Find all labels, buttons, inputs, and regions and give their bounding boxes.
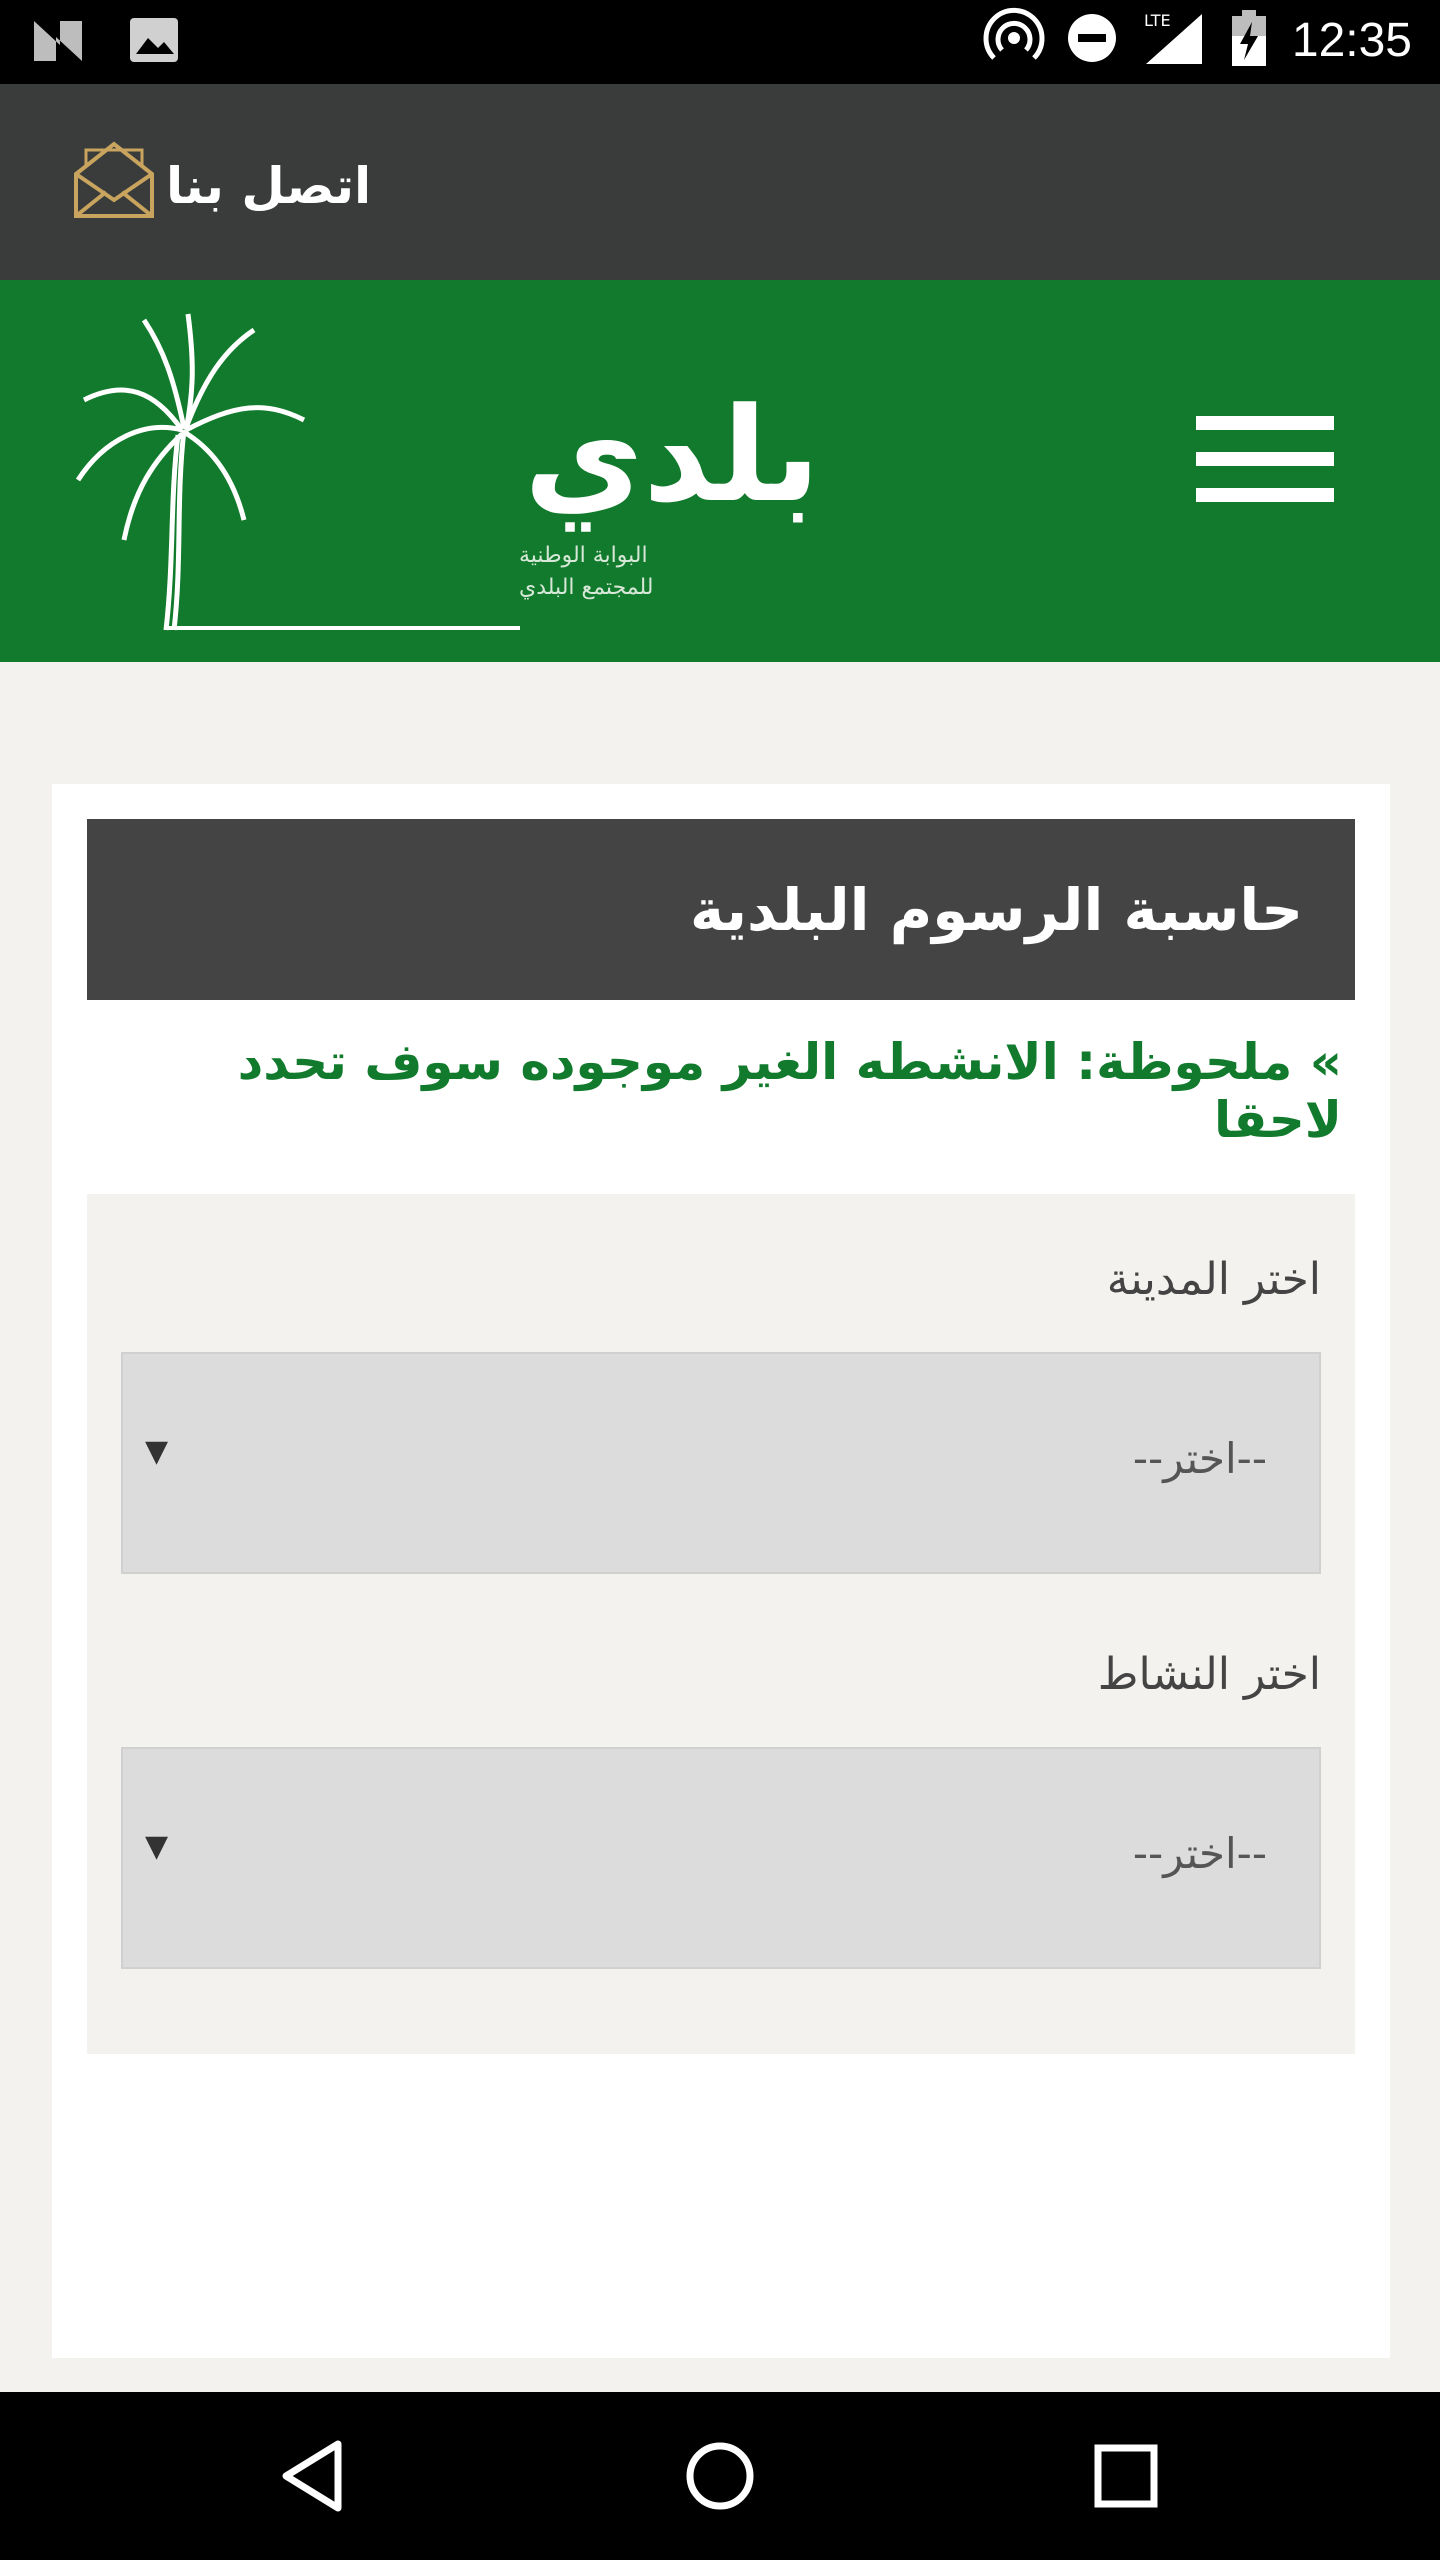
contact-label: اتصل بنا: [166, 157, 372, 215]
dropdown-arrow-icon: ▼: [145, 1829, 169, 1864]
hamburger-menu-icon[interactable]: [1192, 416, 1338, 516]
envelope-icon: [72, 140, 156, 232]
city-label: اختر المدينة: [1106, 1254, 1321, 1305]
home-icon[interactable]: [680, 2436, 760, 2516]
do-not-disturb-icon: [1066, 12, 1118, 68]
baladi-logo[interactable]: [64, 310, 821, 640]
dropdown-arrow-icon: ▼: [145, 1434, 169, 1469]
note-text: » ملحوظة: الانشطه الغير موجوده سوف تحدد لاحقا: [237, 1033, 1342, 1149]
fee-calculator-card: [52, 784, 1390, 2358]
activity-select[interactable]: [121, 1747, 1321, 1969]
recents-icon[interactable]: [1086, 2436, 1166, 2516]
image-icon: [128, 16, 180, 68]
activity-label: اختر النشاط: [1097, 1649, 1321, 1700]
status-bar: [0, 0, 1440, 84]
contact-us-link[interactable]: [72, 140, 371, 232]
battery-charging-icon: [1232, 10, 1266, 70]
signal-icon: [1144, 10, 1206, 70]
network-type-label: LTE: [1143, 11, 1171, 30]
status-time: 12:35: [1291, 13, 1412, 67]
navigation-bar: [0, 2392, 1440, 2560]
back-icon[interactable]: [276, 2436, 356, 2516]
n-logo-icon: [30, 17, 86, 67]
city-select-value: --اختر--: [1132, 1434, 1267, 1483]
palm-tree-icon: [78, 314, 304, 630]
page-title: حاسبة الرسوم البلدية: [87, 819, 1355, 1000]
site-header: [0, 280, 1440, 662]
top-bar: [0, 84, 1440, 280]
activity-select-value: --اختر--: [1132, 1829, 1267, 1878]
city-select[interactable]: [121, 1352, 1321, 1574]
logo-subtitle-1: البوابة الوطنية: [519, 543, 648, 568]
logo-name: بلدي: [524, 379, 821, 531]
logo-subtitle-2: للمجتمع البلدي: [519, 575, 654, 600]
hotspot-icon: [988, 12, 1040, 68]
calculator-form: [87, 1194, 1355, 2054]
